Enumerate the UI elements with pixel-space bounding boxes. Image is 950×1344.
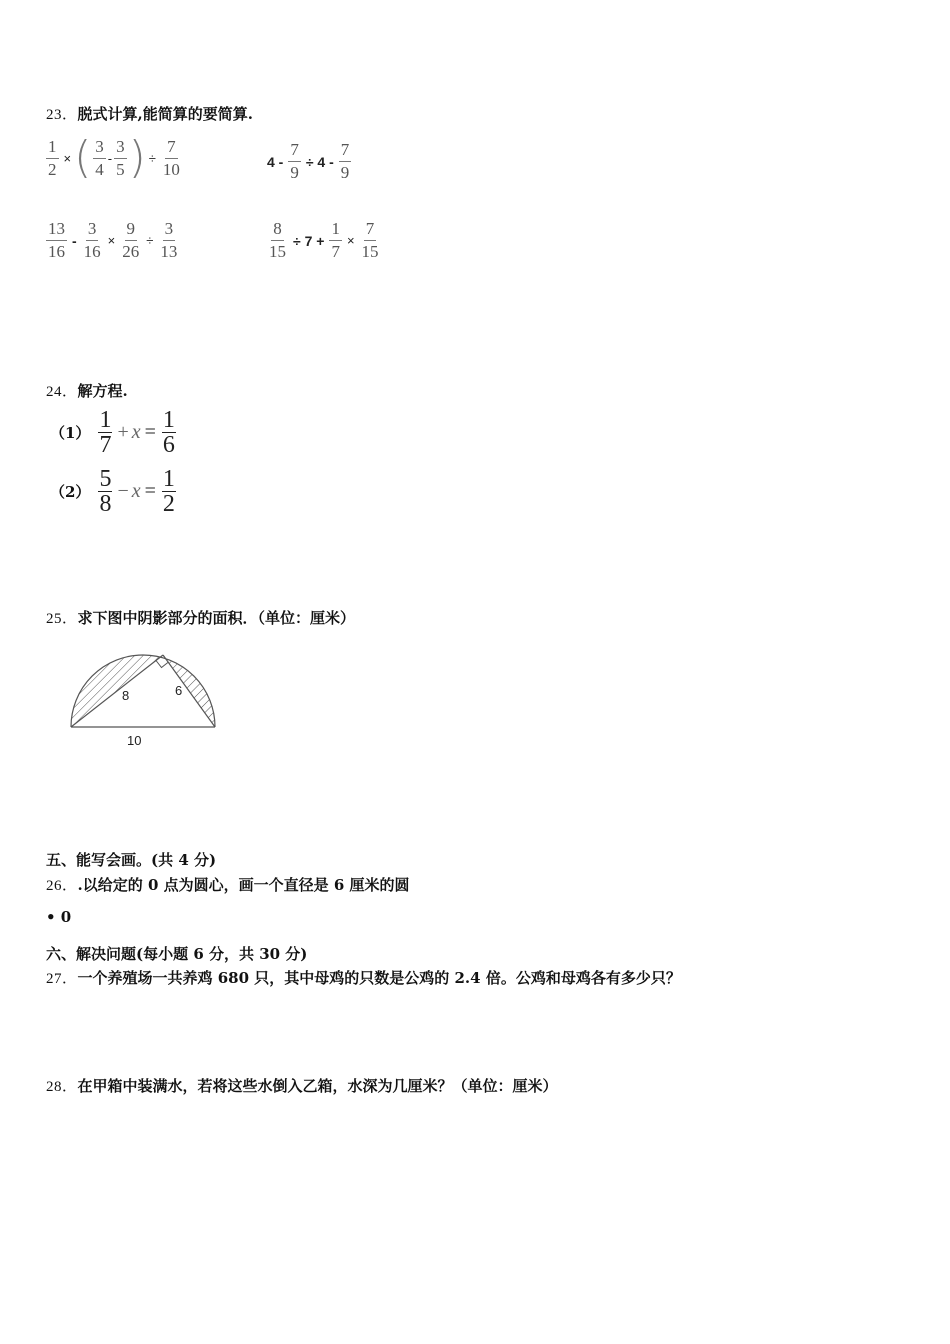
fraction: $\frac{3}{4}$ — [95, 136, 104, 179]
left-parenthesis: ( — [74, 132, 92, 183]
q25-number: 25． — [46, 611, 78, 627]
operator: × — [346, 233, 355, 248]
fraction: $\frac{8}{15}$ — [269, 219, 286, 261]
operator: ÷ — [148, 150, 156, 166]
operator: ÷ 4 - — [305, 153, 334, 170]
label-diameter: 10 — [127, 733, 142, 748]
fraction: $\frac{1}{2}$ — [48, 136, 57, 179]
fraction: $\frac{1}{7}$ — [331, 219, 340, 261]
equation-label: （2） — [50, 483, 91, 501]
operator: - — [107, 150, 113, 166]
q25-heading — [46, 607, 355, 628]
q26-heading — [46, 874, 410, 895]
fraction: $\frac{7}{10}$ — [162, 136, 180, 179]
label-chord-a: 8 — [122, 688, 130, 703]
semicircle-figure — [60, 645, 230, 755]
operator: − — [117, 480, 129, 502]
q28-heading — [46, 1075, 558, 1096]
variable: x — [131, 480, 141, 502]
q24-equation-2 — [50, 468, 178, 515]
equals-sign: = — [144, 480, 156, 502]
q27-number: 27． — [46, 971, 78, 987]
q28-title: 在甲箱中装满水，若将这些水倒入乙箱，水深为几厘米？（单位：厘米） — [77, 1077, 558, 1095]
operator: × — [63, 150, 72, 166]
fraction: $\frac{3}{5}$ — [116, 136, 125, 179]
q26-center-point: • 0 — [46, 908, 72, 926]
fraction: 5 8 — [99, 466, 112, 517]
operator: × — [107, 233, 116, 248]
q24-heading — [46, 380, 128, 401]
q26-title: .以给定的 0 点为圆心，画一个直径是 6 厘米的圆 — [77, 876, 410, 894]
fraction: $\frac{7}{9}$ — [290, 140, 299, 182]
fraction: $\frac{7}{9}$ — [340, 140, 350, 182]
operator: - — [72, 232, 77, 249]
section-5-heading: 五、能写会画。(共 4 分) — [46, 851, 217, 869]
q23-heading — [46, 103, 253, 124]
q23-title: 脱式计算,能简算的要简算. — [77, 105, 253, 123]
fraction: $\frac{1}{2}$ — [162, 466, 175, 517]
q25-title: 求下图中阴影部分的面积．（单位：厘米） — [77, 609, 356, 627]
q24-title: 解方程. — [77, 382, 128, 400]
fraction: $\frac{9}{26}$ — [122, 219, 140, 261]
q23-expression-2 — [264, 140, 353, 183]
q23-expression-1 — [44, 132, 184, 183]
q28-number: 28． — [46, 1079, 78, 1095]
q23-number: 23． — [46, 107, 78, 123]
q27-heading — [46, 967, 681, 988]
q24-equation-1 — [50, 409, 178, 456]
operator: ÷ 7 + — [293, 232, 325, 249]
equals-sign: = — [144, 421, 156, 443]
operator: ÷ — [146, 233, 154, 248]
section-6-heading: 六、解决问题(每小题 6 分，共 30 分) — [46, 945, 308, 963]
label-chord-b: 6 — [175, 683, 183, 698]
fraction: 1 7 — [99, 407, 112, 458]
variable: x — [131, 421, 141, 443]
equation-label: （1） — [50, 424, 91, 442]
operator: 4 - — [267, 153, 284, 170]
fraction: $\frac{3}{16}$ — [83, 219, 101, 261]
fraction: $\frac{7}{15}$ — [361, 219, 379, 261]
q23-expression-4 — [265, 219, 383, 262]
q26-number: 26． — [46, 878, 78, 894]
fraction: $\frac{3}{13}$ — [160, 219, 178, 261]
q24-number: 24． — [46, 384, 78, 400]
operator: + — [117, 421, 129, 443]
fraction: $\frac{13}{16}$ — [48, 219, 65, 261]
fraction: $\frac{1}{6}$ — [162, 407, 175, 458]
q27-title: 一个养殖场一共养鸡 680 只，其中母鸡的只数是公鸡的 2.4 倍。公鸡和母鸡各有多少只？ — [77, 969, 681, 987]
right-parenthesis: ) — [128, 132, 146, 183]
q23-expression-3 — [44, 219, 181, 262]
